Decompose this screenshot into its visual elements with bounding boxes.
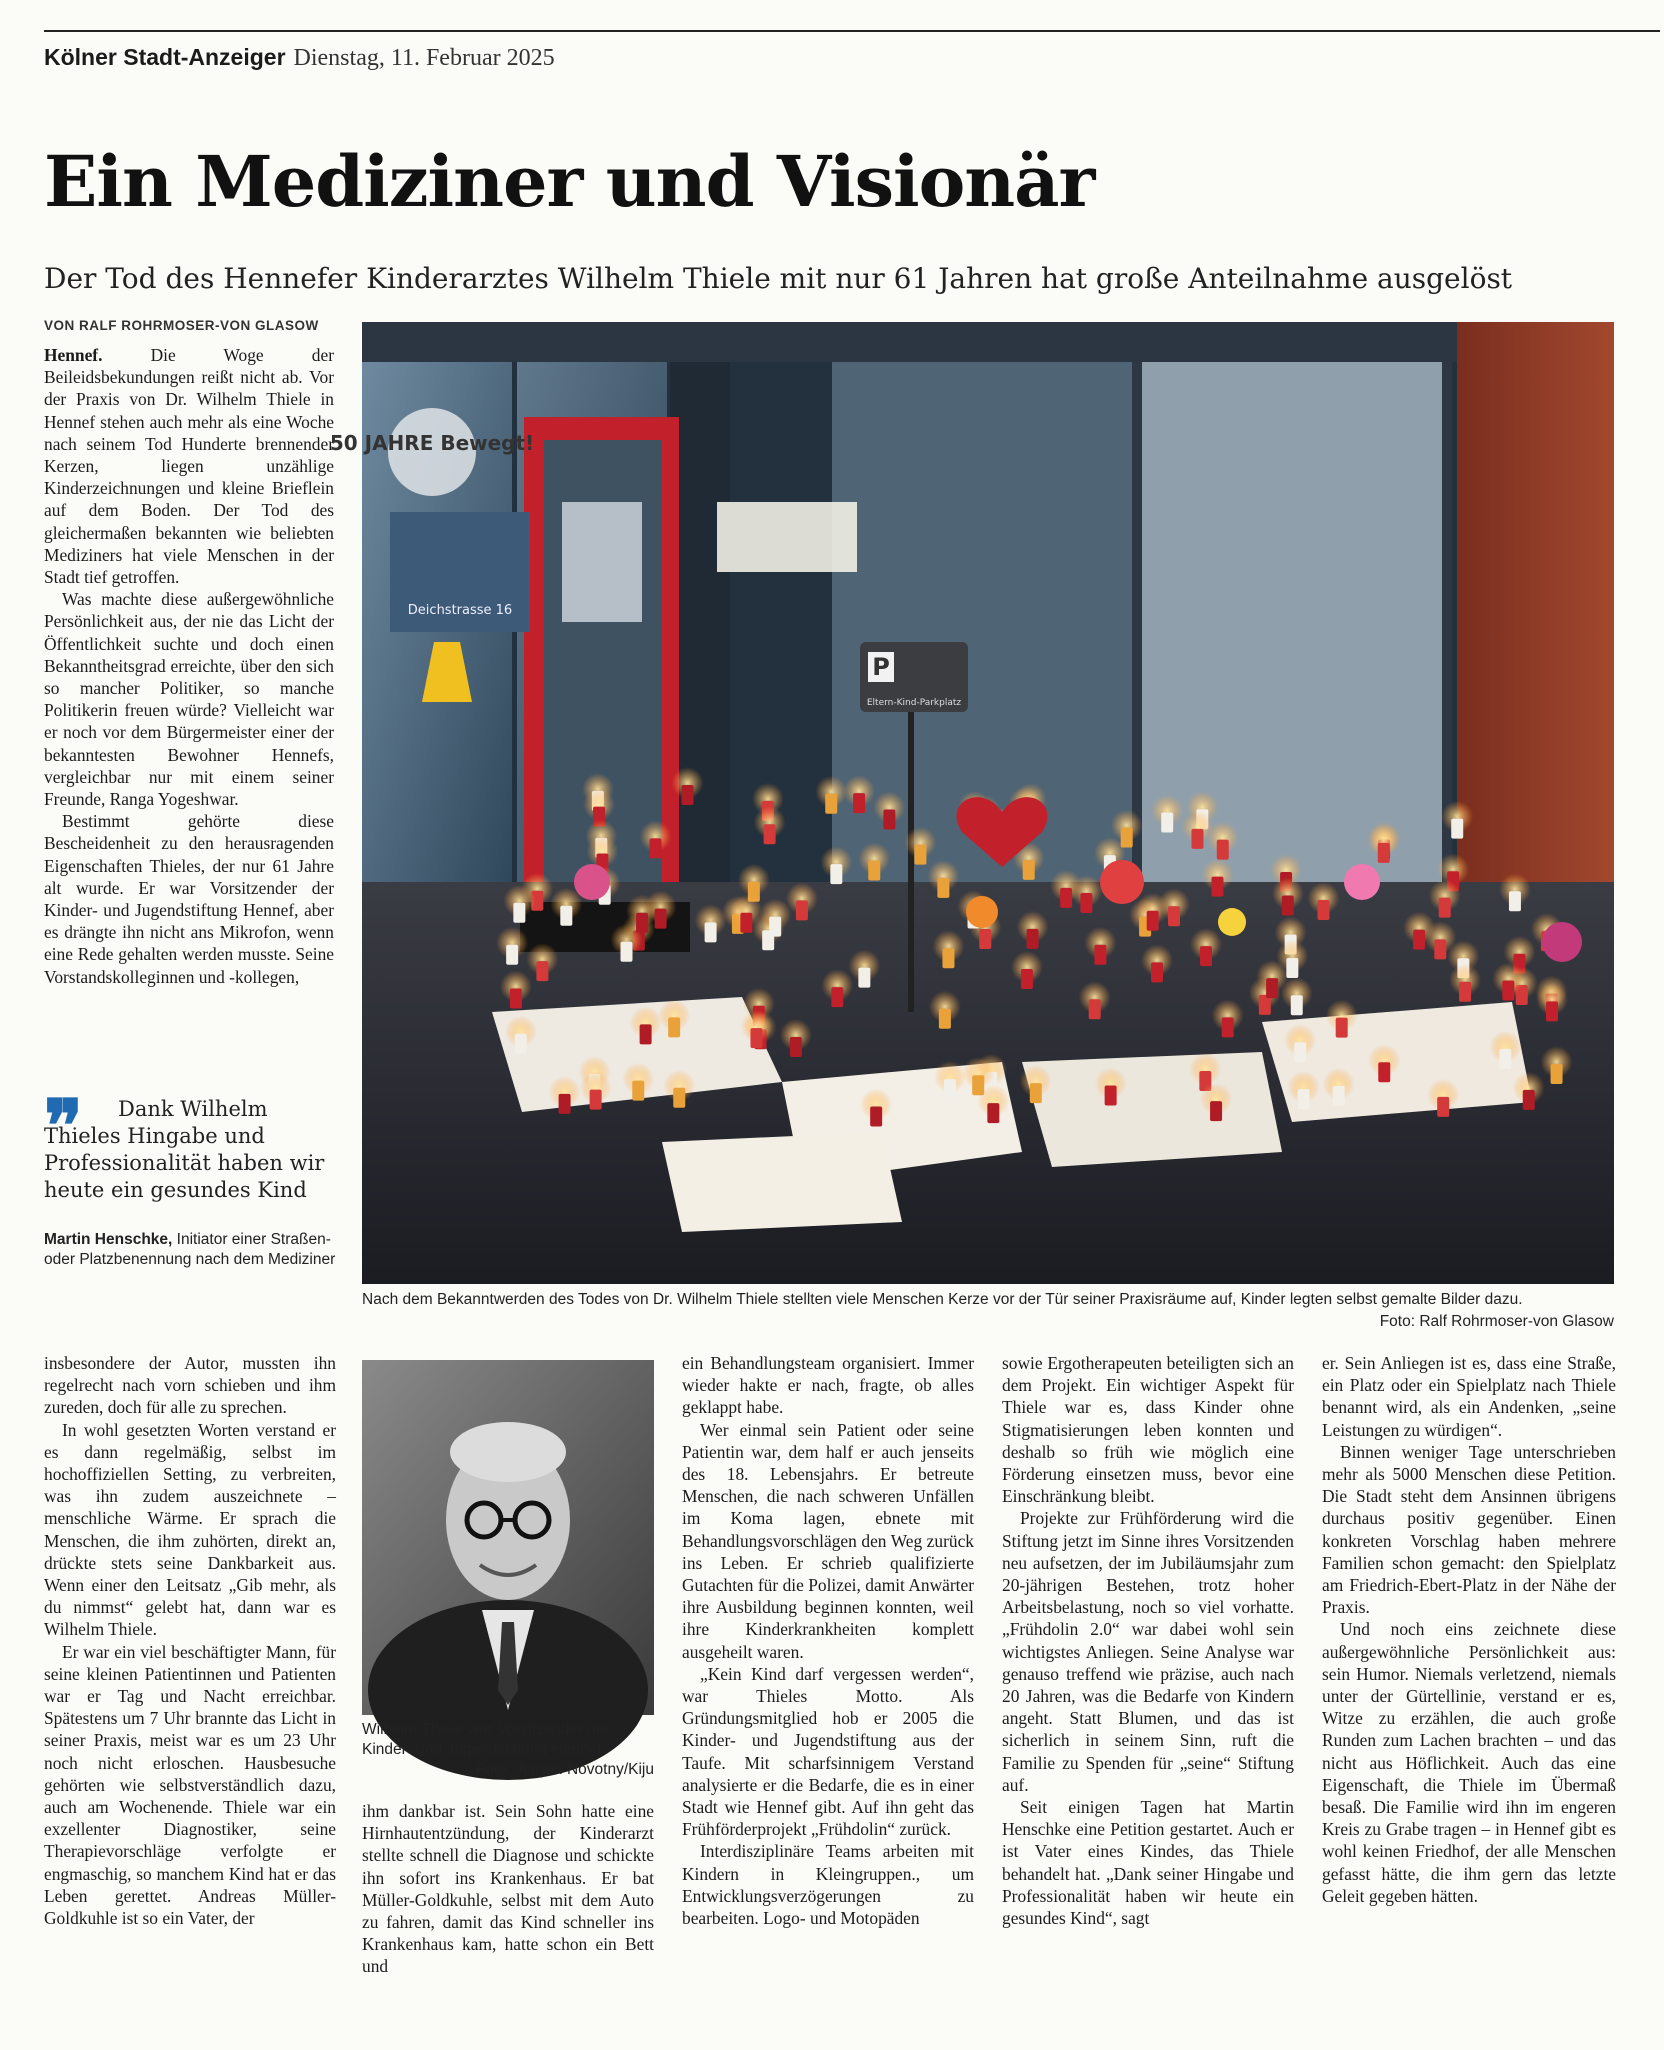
quote-author-name: Martin Henschke, — [44, 1231, 173, 1248]
candle — [1200, 946, 1212, 966]
candle — [1105, 1086, 1117, 1106]
candle — [1211, 877, 1223, 897]
candle — [515, 1034, 527, 1054]
candle — [825, 794, 837, 814]
candle — [796, 900, 808, 920]
anniversary-sign-text: 50 JAHRE Bewegt! — [329, 431, 535, 455]
candle — [914, 845, 926, 865]
main-photo-caption: Nach dem Bekanntwerden des Todes von Dr. Wilhelm Thiele stellten viele Menschen Kerze vor der Tür seiner Praxisräume auf, Kinder legten selbst gemalte Bilder dazu. — [362, 1291, 1523, 1308]
candle — [506, 945, 518, 965]
issue-date: Dienstag, 11. Februar 2025 — [293, 45, 555, 71]
candle — [883, 809, 895, 829]
candle — [979, 929, 991, 949]
paragraph: ein Behandlungsteam organisiert. Immer wieder hakte er nach, fragte, ob alles geklappt habe. — [682, 1353, 974, 1418]
memorial-photo-illustration — [329, 322, 1614, 1284]
candle — [1027, 929, 1039, 949]
candle — [1378, 1062, 1390, 1082]
paragraph: insbesondere der Autor, mussten ihn regelrecht nach vorn schieben und ihm zureden, doch für alle zu sprechen. — [44, 1353, 336, 1418]
portrait-illustration — [362, 1360, 654, 1715]
candle — [831, 987, 843, 1007]
paragraph: Und noch eins zeichnete diese außergewöhnliche Persönlichkeit aus: sein Humor. Niemals verletzend, niemals unter der Gürtellinie, verstand er es, Witze zu erzählen, die auch große Runden zum Lachen brachten – und das nicht aus Höflichkeit. Auch das eine Eigenschaft, die Thiele im Übermaß besaß. Die Familie wird ihn im engeren Kreis zu Grabe tragen – in Hennef gibt es wohl keinen Friedhof, der alle Menschen gefasst hätte, die ihm gern das letzte Geleit gegeben hätten. — [1322, 1619, 1616, 1906]
candle — [1459, 982, 1471, 1002]
pull-quote — [44, 1083, 344, 1270]
article-byline: VON RALF ROHRMOSER-VON GLASOW — [44, 318, 319, 333]
paragraph: Wer einmal sein Patient oder seine Patientin war, dem half er auch jenseits des 18. Lebensjahrs. Er betreute Menschen, die nach schweren Unfällen im Koma lagen, ebnete mit Behandlungsvorschlägen den Weg zurück ins Leben. Er schrieb qualifizierte Gutachten für die Polizei, damit Anwärter ihre Ausbildung beginnen konnten, weil ihre Kinderkrankheiten komplett ausgeheilt waren. — [682, 1419, 974, 1662]
candle — [1089, 999, 1101, 1019]
portrait-caption: Wilhelm Thiele war Vorsitzender der Kinder- und Jugendstiftung Hennef. — [362, 1721, 610, 1758]
candle — [944, 1079, 956, 1099]
paragraph: er. Sein Anliegen ist es, dass eine Straße, ein Platz oder ein Spielplatz nach Thiele benannt wird, als ein Andenken, „seine Leistungen zu würdigen“. — [1322, 1353, 1616, 1440]
candle — [868, 860, 880, 880]
candle — [972, 1075, 984, 1095]
candle — [559, 1094, 571, 1114]
candle — [1217, 840, 1229, 860]
candle — [705, 922, 717, 942]
candle — [769, 917, 781, 937]
quote-author — [44, 1230, 344, 1270]
candle — [655, 909, 667, 929]
candle — [590, 1090, 602, 1110]
candle — [621, 942, 633, 962]
candle — [870, 1107, 882, 1127]
candle — [1161, 812, 1173, 832]
column-c — [682, 1352, 974, 1929]
candle — [1378, 843, 1390, 863]
candle — [942, 948, 954, 968]
candle — [1291, 995, 1303, 1015]
paragraph: Seit einigen Tagen hat Martin Henschke eine Petition gestartet. Auch er ist Vater eines Kindes, das Thiele behandelt hat. „Dank seiner Hingabe und Professionalität haben wir heute ein gesundes Kind“, sagt — [1002, 1797, 1294, 1929]
main-photo-credit: Foto: Ralf Rohrmoser-von Glasow — [1379, 1313, 1614, 1330]
column-b — [362, 1800, 654, 1978]
paragraph: Er war ein viel beschäftigter Mann, für seine kleinen Patientinnen und Patienten war er Tag und Nacht erreichbar. Spätestens um 7 Uhr brannte das Licht in seiner Praxis, meist war es um 23 Uhr noch nicht erloschen. Hausbesuche gehörten wie selbstverständlich dazu, auch am Wochenende. Thiele war ein exzellenter Diagnostiker, seine Therapievorschläge verfolgte er engmaschig, so manchem Kind hat er das Leben gerettet. Andreas Müller-Goldkuhle ist so ein Vater, der — [44, 1641, 336, 1929]
candle — [939, 1009, 951, 1029]
candle — [536, 961, 548, 981]
candle — [1509, 891, 1521, 911]
candle — [1451, 819, 1463, 839]
svg-text:P: P — [872, 653, 890, 681]
street-sign-text: Deichstrasse 16 — [407, 603, 513, 618]
candle — [1191, 829, 1203, 849]
candle — [1266, 978, 1278, 998]
candle — [513, 903, 525, 923]
candle — [1060, 888, 1072, 908]
candle — [632, 1081, 644, 1101]
candle — [1023, 860, 1035, 880]
candle — [858, 968, 870, 988]
candle — [1294, 1042, 1306, 1062]
paragraph: Die Woge der Beileidsbekundungen reißt nicht ab. Vor der Praxis von Dr. Wilhelm Thiele in Hennef stehen auch mehr als eine Woche nach seinem Tod Hunderte brennender Kerzen, liegen unzählige Kinderzeichnungen und kleine Brieflein auf dem Boden. Der Tod des gleichermaßen bekannten wie beliebten Mediziners hat viele Menschen in der Stadt tief getroffen. — [44, 345, 334, 588]
column-a — [44, 1352, 336, 1929]
candle — [1168, 906, 1180, 926]
paragraph: sowie Ergotherapeuten beteiligten sich an dem Projekt. Ein wichtiger Aspekt für Thiele war es, dass Kinder ohne Stigmatisierungen leben konnten und deshalb so früh wie möglich eine Förderung einsetzen muss, bevor eine Einschränkung bleibt. — [1002, 1353, 1294, 1507]
candle — [1282, 895, 1294, 915]
column-d — [1002, 1352, 1294, 1929]
dateline: Hennef. — [44, 345, 103, 365]
candle — [1094, 945, 1106, 965]
paragraph: In wohl gesetzten Worten verstand er es dann regelmäßig, selbst im hochoffiziellen Setting, zu verbreiten, was ihn zudem auszeichnete – menschliche Wärme. Er sprach die Menschen, die ihm zuhörten, direkt an, drückte stets seine Dankbarkeit aus. Wenn einer den Leitsatz „Gib mehr, als du nimmst“ gelebt hat, dann war es Wilhelm Thiele. — [44, 1419, 336, 1640]
paragraph: Was machte diese außergewöhnliche Persönlichkeit aus, der nie das Licht der Öffentlichkeit suchte und doch einen Bekanntheitsgrad erreichte, über den sich so mancher Politiker, so manche Politikerin freuen würde? Vielleicht war er noch vor dem Bürgermeister einer der bekanntesten Bewohner Hennefs, vergleichbar nur mit einem seiner Freunde, Ranga Yogeshwar. — [44, 589, 334, 810]
top-rule — [44, 30, 1660, 32]
candle — [1434, 939, 1446, 959]
candle — [1499, 1049, 1511, 1069]
candle — [1336, 1018, 1348, 1038]
candle — [790, 1037, 802, 1057]
candle — [682, 785, 694, 805]
candle — [1413, 930, 1425, 950]
candle — [668, 1017, 680, 1037]
portrait-credit: Foto: Jürgen Novotny/Kiju — [475, 1761, 654, 1778]
candle — [1298, 1089, 1310, 1109]
candle — [1222, 1017, 1234, 1037]
paragraph: ihm dankbar ist. Sein Sohn hatte eine Hirnhautentzündung, der Kinderarzt stellte schnell die Diagnose und schickte ihn sofort ins Krankenhaus. Er bat Müller-Goldkuhle, selbst mit dem Auto zu fahren, damit das Kind schneller ins Krankenhaus kam, hatte schon ein Bett und — [362, 1801, 654, 1977]
candle — [636, 913, 648, 933]
candle — [1147, 911, 1159, 931]
candle — [1210, 1101, 1222, 1121]
column-1 — [44, 344, 334, 988]
parking-sign-text: Eltern-Kind-Parkplatz — [866, 698, 962, 708]
candle — [1333, 1086, 1345, 1106]
candle — [1551, 1064, 1563, 1084]
paragraph: Projekte zur Frühförderung wird die Stiftung jetzt im Sinne ihres Vorsitzenden neu aufsetzen, der im Jubiläumsjahr zum 20-jährigen Bestehen, trotz hoher Arbeitsbelastung, noch so viel vorhatte. „Frühdolin 2.0“ war dabei wohl sein wichtigstes Anliegen. Seine Analyse war genauso treffend wie präzise, auch nach 20 Jahren, was die Bedarfe von Kindern angeht. Statt Blumen, und das ist sicherlich in seinem Sinn, ruft die Familie zu Spenden für „seine“ Stiftung auf. — [1002, 1508, 1294, 1795]
paragraph: Binnen weniger Tage unterschrieben mehr als 5000 Menschen diese Petition. Die Stadt steht dem Ansinnen übrigens durchaus positiv gegenüber. Einen konkreten Vorschlag haben mehrere Familien schon gemacht: den Spielplatz am Friedrich-Ebert-Platz in der Nähe der Praxis. — [1322, 1441, 1616, 1618]
candle — [1546, 1001, 1558, 1021]
candle — [510, 988, 522, 1008]
candle — [1151, 962, 1163, 982]
candle — [830, 864, 842, 884]
paragraph: Interdisziplinäre Teams arbeiten mit Kindern in Kleingruppen., um Entwicklungsverzögerungen zu bearbeiten. Logo- und Motopäden — [682, 1841, 974, 1929]
candle — [560, 906, 572, 926]
candle — [1523, 1090, 1535, 1110]
candle — [1030, 1083, 1042, 1103]
candle — [1439, 898, 1451, 918]
candle — [1286, 958, 1298, 978]
column-e — [1322, 1352, 1616, 1907]
candle — [1080, 893, 1092, 913]
candle — [649, 838, 661, 858]
quote-author-role: Initiator einer Straßen- oder Platzbenennung nach dem Mediziner — [44, 1231, 336, 1268]
candle — [1502, 981, 1514, 1001]
candle — [1437, 1097, 1449, 1117]
candle — [764, 824, 776, 844]
quote-mark-icon: ❞ — [44, 1083, 83, 1168]
candle — [640, 1024, 652, 1044]
masthead — [44, 44, 555, 72]
candle — [937, 878, 949, 898]
candle — [750, 1028, 762, 1048]
portrait-photo — [362, 1360, 654, 1715]
main-photo — [329, 322, 1614, 1284]
candle — [1317, 900, 1329, 920]
candle — [853, 793, 865, 813]
newspaper-name: Kölner Stadt-Anzeiger — [44, 44, 286, 70]
article-headline: Ein Mediziner und Visionär — [44, 140, 1095, 223]
article-subheadline: Der Tod des Hennefer Kinderarztes Wilhelm Thiele mit nur 61 Jahren hat große Anteilnahme ausgelöst — [44, 262, 1513, 295]
paragraph: „Kein Kind darf vergessen werden“, war Thieles Motto. Als Gründungsmitglied hob er 2005 die Kinder- und Jugendstiftung aus der Taufe. Mit scharfsinnigem Verstand analysierte er die Bedarfe, die es in einer Stadt wie Hennef gibt. Auf ihn geht das Frühförderprojekt „Frühdolin“ zurück. — [682, 1663, 974, 1840]
candle — [740, 913, 752, 933]
candle — [673, 1088, 685, 1108]
candle — [1021, 969, 1033, 989]
quote-text: Dank Wilhelm Thieles Hingabe und Professionalität haben wir heute ein gesundes Kind — [44, 1097, 325, 1202]
candle — [987, 1103, 999, 1123]
paragraph: Bestimmt gehörte diese Bescheidenheit zu den herausragenden Eigenschaften Thieles, der nur 61 Jahre alt wurde. Er war Vorsitzender der Kinder- und Jugendstiftung Hennef, aber es drängte ihn nicht ans Mikrofon, wenn eine Rede gehalten werden musste. Seine Vorstandskolleginnen und -kollegen, — [44, 811, 334, 987]
